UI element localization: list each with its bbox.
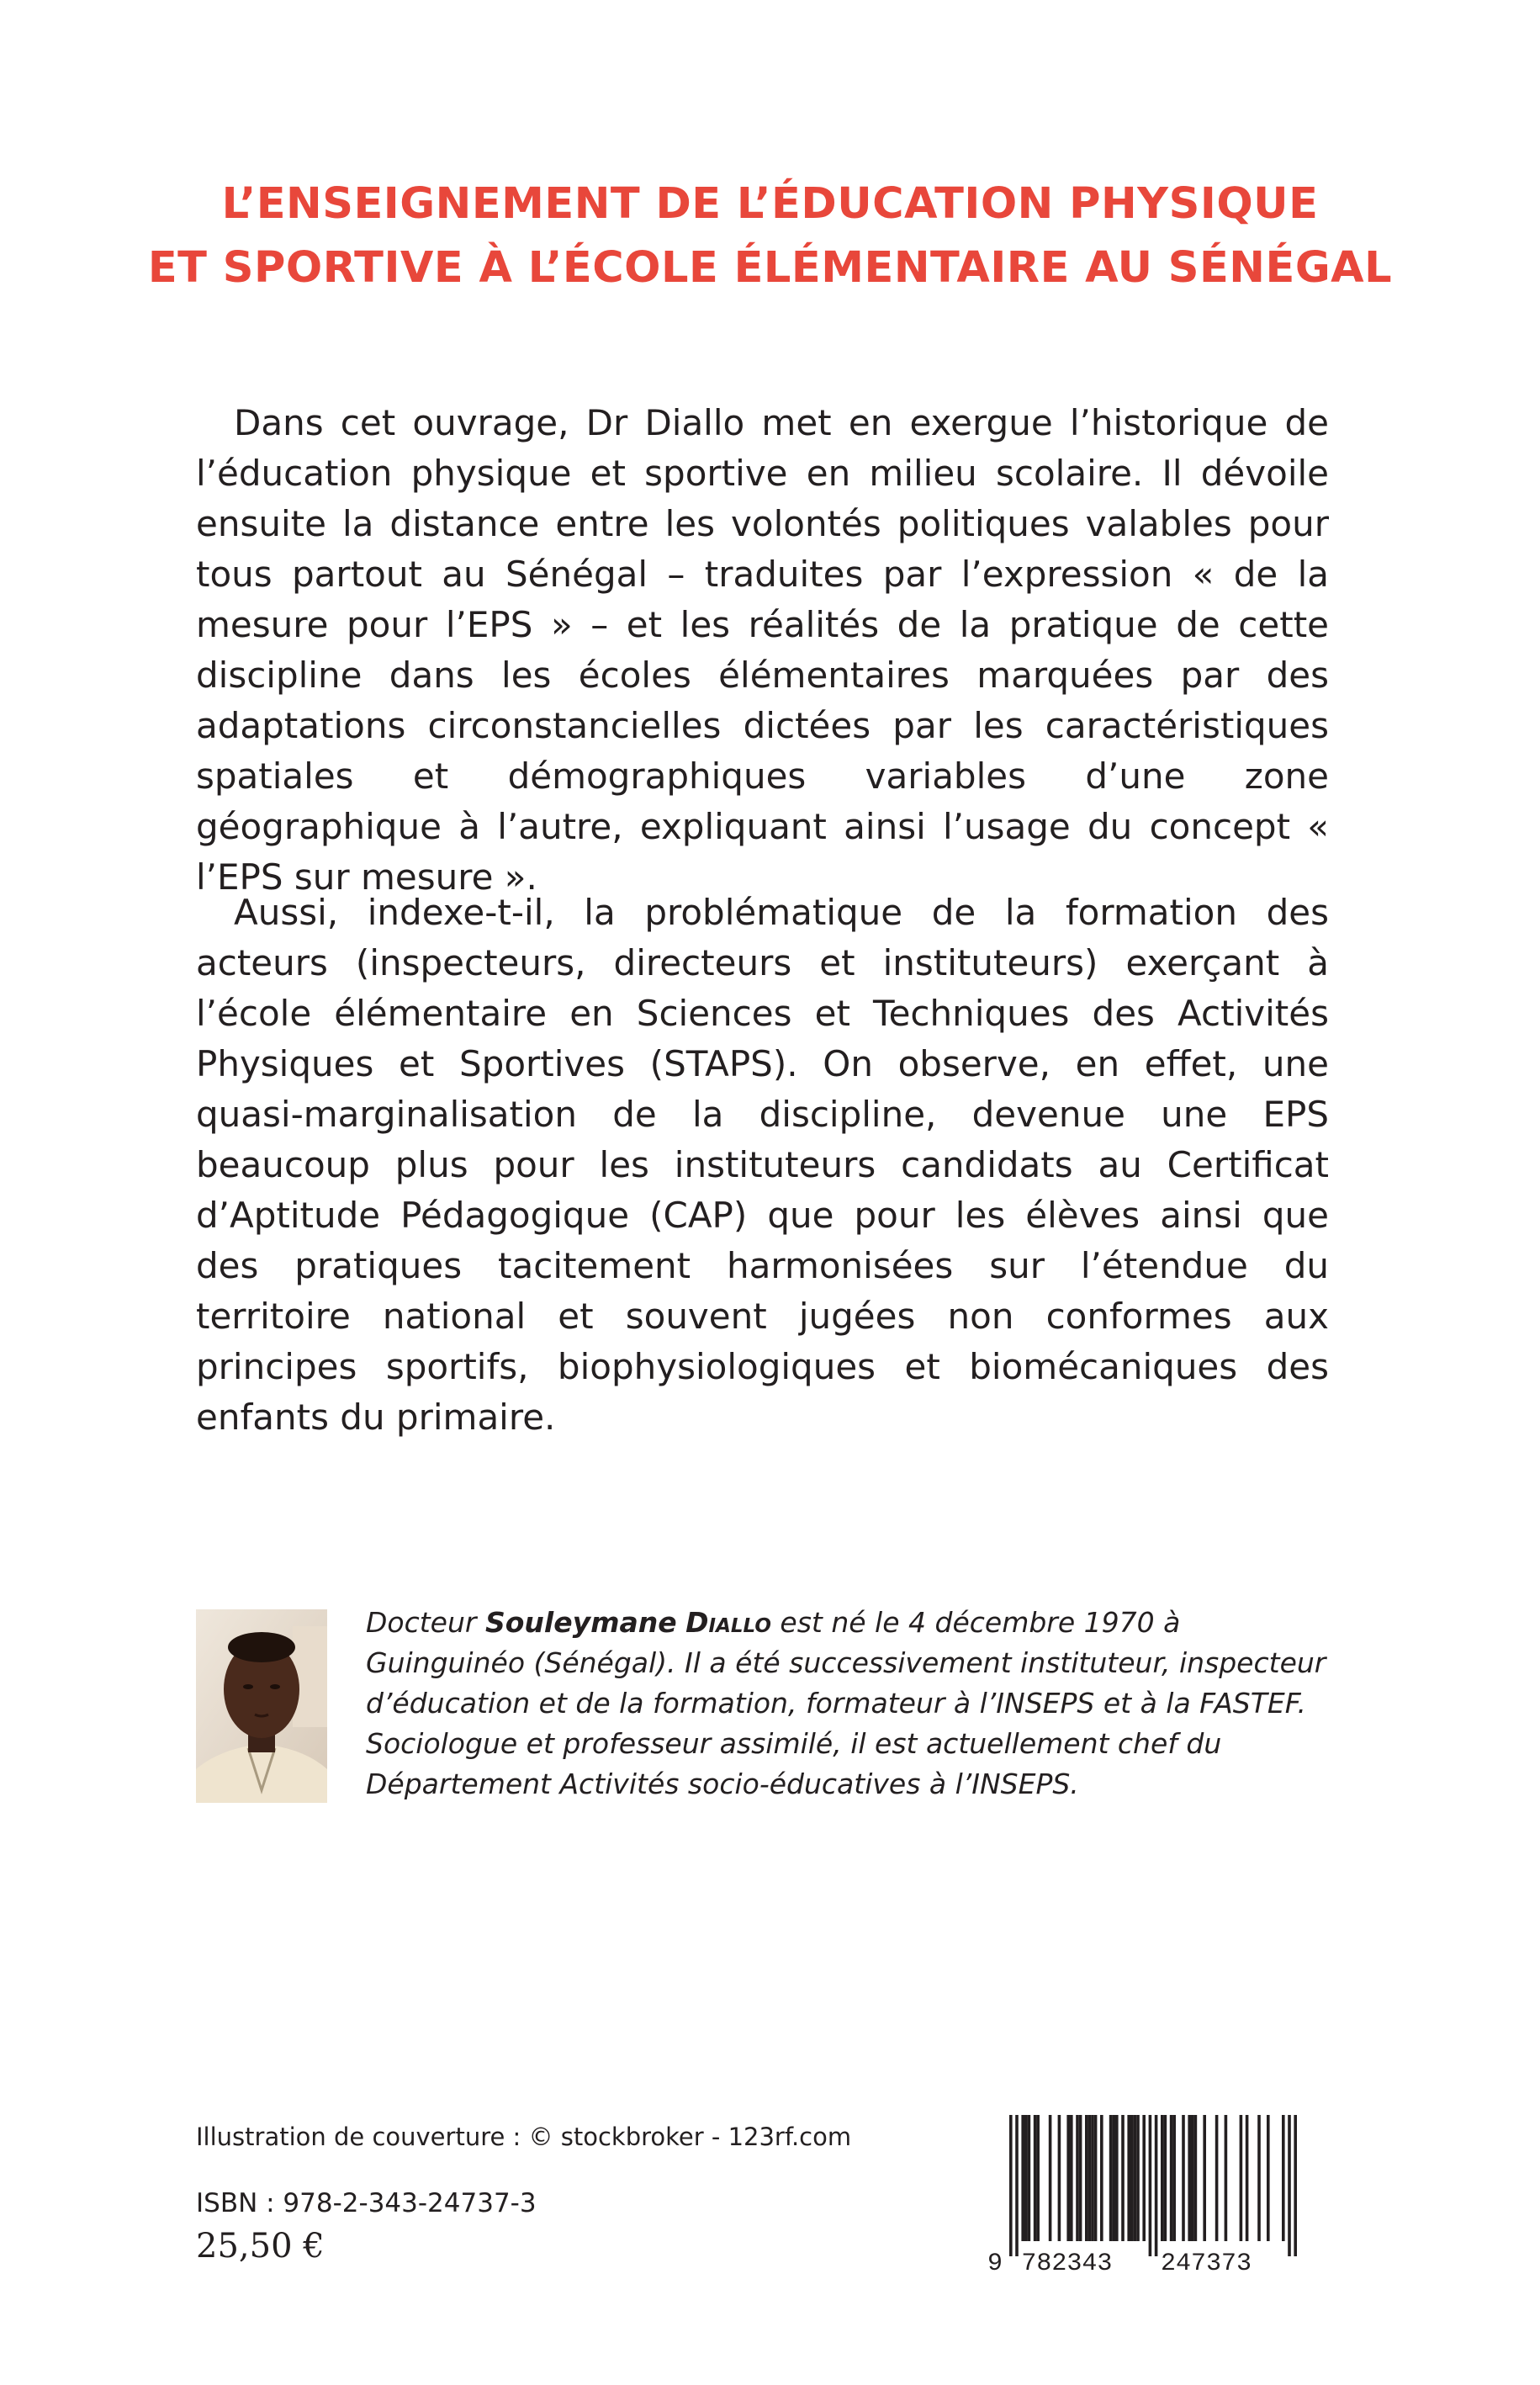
barcode-bar [1121, 2115, 1125, 2241]
barcode-bar [1294, 2115, 1297, 2256]
barcode-bar [1191, 2115, 1194, 2241]
isbn-label: ISBN : 978-2-343-24737-3 [196, 2188, 537, 2218]
barcode-bar [1070, 2115, 1073, 2241]
barcode-bar [1088, 2115, 1092, 2241]
barcode-digits-left: 782343 [1021, 2250, 1113, 2278]
barcode-bar [1100, 2115, 1103, 2241]
author-bio [366, 1603, 1330, 1805]
barcode-bar [1246, 2115, 1249, 2241]
barcode-bar [1066, 2115, 1070, 2241]
author-prefix: Docteur [366, 1606, 485, 1639]
barcode-bar [1076, 2115, 1079, 2241]
barcode-bar [1112, 2115, 1115, 2241]
cover-credit: Illustration de couverture : © stockbroker - 123rf.com [196, 2123, 852, 2151]
price-label: 25,50 € [196, 2227, 325, 2266]
barcode-bar [1134, 2115, 1137, 2241]
author-last-name: Diallo [685, 1606, 771, 1639]
barcode-bar [1161, 2115, 1164, 2241]
barcode-bar [1036, 2115, 1040, 2241]
barcode-bar [1282, 2115, 1285, 2241]
barcode-bar [1115, 2115, 1119, 2241]
barcode-bar [1015, 2115, 1019, 2256]
barcode-bar [1215, 2115, 1219, 2241]
author-first-name: Souleymane [484, 1606, 677, 1639]
barcode-bar [1240, 2115, 1243, 2241]
barcode-bar [1164, 2115, 1167, 2241]
barcode-bar [1225, 2115, 1228, 2241]
barcode-bar [1170, 2115, 1173, 2241]
barcode-bar [1085, 2115, 1088, 2241]
barcode-bar [1094, 2115, 1098, 2241]
barcode-bar [1194, 2115, 1198, 2241]
barcode-bar [1188, 2115, 1191, 2241]
barcode-bar [1024, 2115, 1028, 2241]
barcode-bar [1034, 2115, 1037, 2241]
barcode-bar [1267, 2115, 1270, 2241]
barcode-bar [1021, 2115, 1024, 2241]
barcode-bar [1127, 2115, 1130, 2241]
synopsis-paragraph-2: Aussi, indexe-t-il, la problématique de la formation des acteurs (inspecteurs, directeurs et instituteurs) exerçant à l’école élémentaire en Sciences et Techniques des Activités Physiques et Sportives (STAPS). On observe, en effet, une quasi-marginalisation de la discipline, devenue une EPS beaucoup plus pour les instituteurs candidats au Certificat d’Aptitude Pédagogique (CAP) que pour les élèves ainsi que des pratiques tacitement harmonisées sur l’étendue du territoire national et souvent jugées non conformes aux principes sportifs, biophysiologiques et biomécaniques des enfants du primaire. [196, 892, 1329, 1438]
barcode-bar [1049, 2115, 1052, 2241]
barcode-bar [1149, 2115, 1152, 2256]
barcode-bar [1172, 2115, 1176, 2241]
author-bio-text: est né le 4 décembre 1970 à Guinguinéo (Sénégal). Il a été successivement instituteur, inspecteur d’éducation et de la formation, formateur à l’INSEPS et à la FASTEF. Sociologue et professeur assimilé, il est actuellement chef du Département Activités socio-éducatives à l’INSEPS. [366, 1606, 1326, 1800]
barcode-bar [1203, 2115, 1206, 2241]
barcode-bar [1079, 2115, 1082, 2241]
barcode-first-digit: 9 [987, 2250, 1003, 2278]
author-portrait-image [196, 1609, 327, 1803]
barcode-bar [1130, 2115, 1134, 2241]
barcode-graphic [986, 2110, 1331, 2278]
book-title [126, 172, 1414, 300]
barcode-bar [1028, 2115, 1031, 2241]
author-photo [196, 1609, 327, 1803]
barcode-bar [1182, 2115, 1185, 2241]
barcode-bar [1142, 2115, 1146, 2241]
barcode-bar [1109, 2115, 1113, 2241]
title-line-2: ET SPORTIVE À L’ÉCOLE ÉLÉMENTAIRE AU SÉNÉGAL [147, 243, 1393, 293]
barcode-bar [1257, 2115, 1261, 2241]
barcode-bar [1009, 2115, 1013, 2256]
barcode-bar [1136, 2115, 1140, 2241]
barcode-bar [1155, 2115, 1158, 2256]
barcode-bar [1091, 2115, 1094, 2241]
barcode-bar [1058, 2115, 1061, 2241]
synopsis-paragraph-1: Dans cet ouvrage, Dr Diallo met en exergue l’historique de l’éducation physique et sportive en milieu scolaire. Il dévoile ensuite la distance entre les volontés politiques valables pour tous partout au Sénégal – traduites par l’expression « de la mesure pour l’EPS » – et les réalités de la pratique de cette discipline dans les écoles élémentaires marquées par des adaptations circonstancielles dictées par les caractéristiques spatiales et démographiques variables d’une zone géographique à l’autre, expliquant ainsi l’usage du concept « l’EPS sur mesure ». [196, 402, 1329, 898]
barcode-bar [1288, 2115, 1291, 2256]
barcode-digits-right: 247373 [1161, 2250, 1252, 2278]
ean-barcode [986, 2110, 1331, 2278]
title-line-1: L’ENSEIGNEMENT DE L’ÉDUCATION PHYSIQUE [221, 179, 1319, 229]
